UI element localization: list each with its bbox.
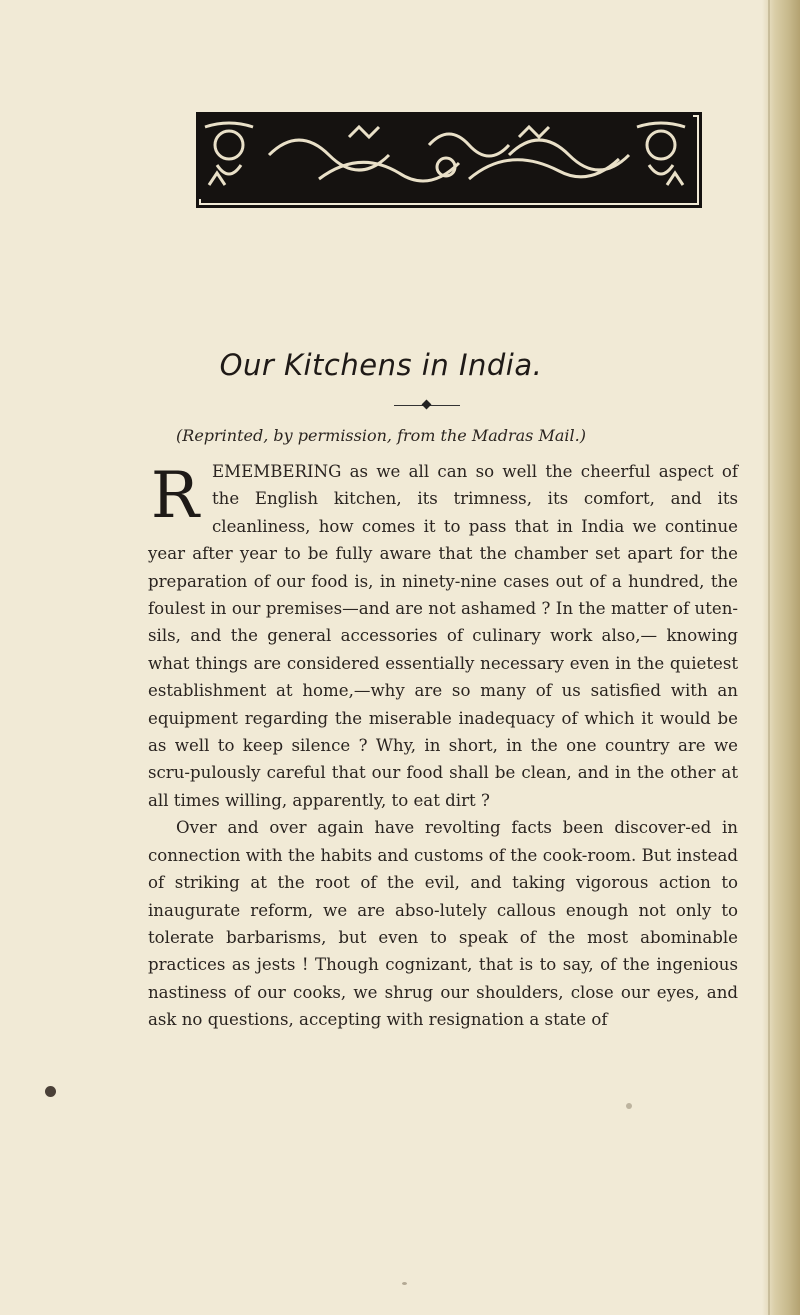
page-title: Our Kitchens in India. bbox=[219, 348, 543, 382]
ink-spot bbox=[45, 1086, 56, 1097]
paper-spot bbox=[626, 1103, 632, 1109]
paper-mark bbox=[402, 1282, 407, 1285]
page-edge-line bbox=[768, 0, 770, 1315]
rule-diamond bbox=[422, 400, 432, 410]
credit-line: (Reprinted, by permission, from the Madras Mail.) bbox=[176, 426, 586, 445]
decorative-headpiece-icon bbox=[196, 112, 702, 208]
paragraph-1 bbox=[148, 458, 738, 814]
drop-cap: R bbox=[150, 459, 200, 533]
body-text bbox=[148, 458, 738, 1034]
paragraph-2: Over and over again have revolting facts been discover-ed in connection with the habits and customs of the cook-room. But instead of striking at the root of the evil, and taking vigorous action to inaugurate reform, we are abso-lutely callous enough not only to tolerate barbarisms, but even to speak of the most abominable practices as jests ! Though cognizant, that is to say, of the ingenious nastiness of our cooks, we shrug our shoulders, close our eyes, and ask no questions, accepting with resignation a state of bbox=[148, 818, 738, 1030]
paragraph-1-text: EMEMBERING as we all can so well the cheerful aspect of the English kitchen, its trimness, its comfort, and its cleanliness, how comes it to pass that in India we continue year after year to be fully aware that the chamber set apart for the preparation of our food is, in ninety-nine cases out of a hundred, the foulest in our premises—and are not ashamed ? In the matter of uten-sils, and the general accessories of culinary work also,— knowing what things are considered essentially necessary even in the quietest establishment at home,—why are so many of us satisfied with an equipment regarding the miserable inadequacy of which it would be as well to keep silence ? Why, in short, in the one country are we scru-pulously careful that our food shall be clean, and in the other at all times willing, apparently, to eat dirt ? bbox=[148, 462, 738, 810]
